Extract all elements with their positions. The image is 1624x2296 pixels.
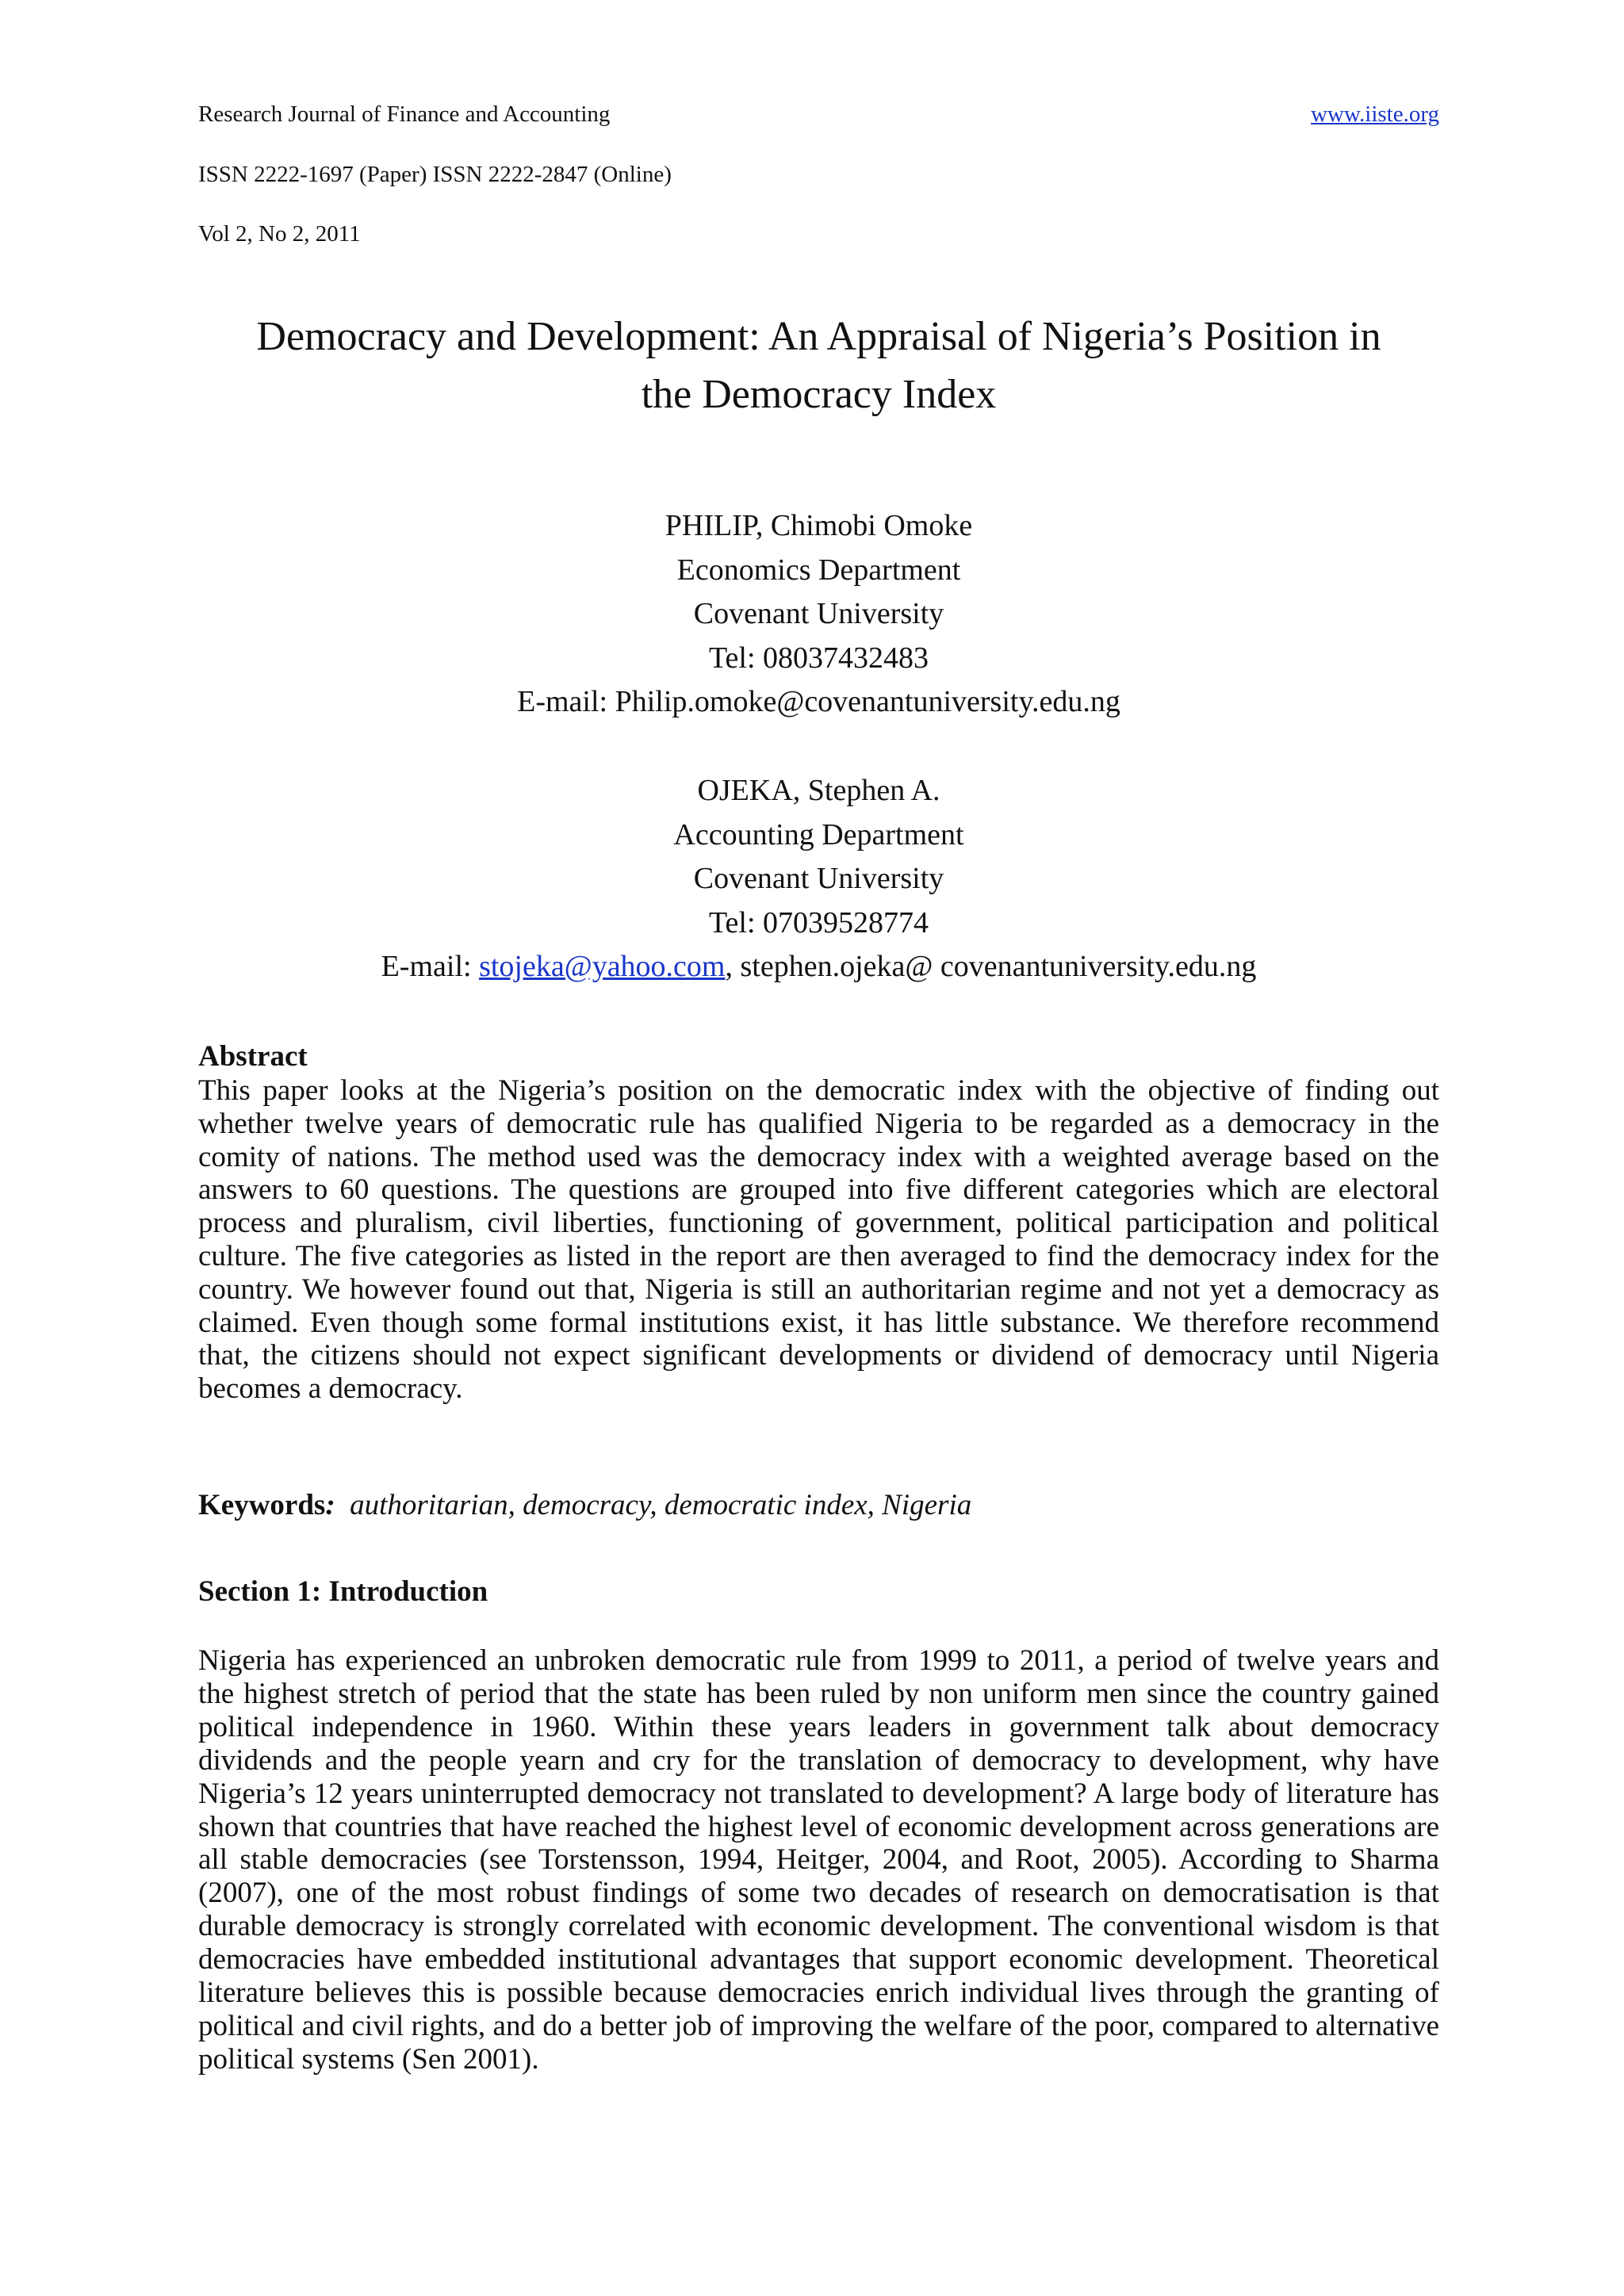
keywords-values: authoritarian, democracy, democratic index, Nigeria [350,1489,972,1521]
author-name: OJEKA, Stephen A. [697,774,940,807]
journal-name: Research Journal of Finance and Accounting [198,101,611,127]
running-header-journal-row [198,100,1439,128]
paper-page [198,0,1439,2296]
author-name: PHILIP, Chimobi Omoke [665,509,973,542]
author-email-link[interactable]: stojeka@yahoo.com [479,950,726,983]
author-block-1 [198,504,1439,725]
keywords-line [198,1487,971,1523]
issn-line: ISSN 2222-1697 (Paper) ISSN 2222-2847 (Online) [198,162,672,187]
keywords-colon: : [325,1489,335,1521]
abstract-heading: Abstract [198,1040,308,1073]
abstract-text: This paper looks at the Nigeria’s position on the democratic index with the objective of finding out whether twelve years of democratic rule has qualified Nigeria to be regarded as a democracy in the comity of nations. The method used was the democracy index with a weighted average based on the answers to 60 questions. The questions are grouped into five different categories which are electoral process and pluralism, civil liberties, functioning of government, political participation and political culture. The five categories as listed in the report are then averaged to find the democracy index for the country. We however found out that, Nigeria is still an authoritarian regime and not yet a democracy as claimed. Even though some formal institutions exist, it has little substance. We therefore recommend that, the citizens should not expect significant developments or dividend of democracy until Nigeria becomes a democracy. [198,1074,1439,1406]
author-department: Accounting Department [673,817,964,851]
author-tel: Tel: 08037432483 [708,641,929,675]
author-university: Covenant University [693,862,944,895]
volume-line: Vol 2, No 2, 2011 [198,221,361,247]
website-link[interactable]: www.iiste.org [1311,101,1439,127]
author-email-rest: , stephen.ojeka@ covenantuniversity.edu.ng [725,950,1257,983]
keywords-label: Keywords [198,1489,326,1521]
author-email-prefix: E-mail: [381,950,480,983]
paper-title [198,308,1439,423]
author-block-2 [198,769,1439,989]
author-department: Economics Department [676,553,961,587]
section-heading-introduction: Section 1: Introduction [198,1575,488,1608]
paper-title-line-1: Democracy and Development: An Appraisal of Nigeria’s Position in [256,314,1381,359]
author-email: E-mail: Philip.omoke@covenantuniversity.edu.ng [517,685,1120,718]
introduction-text: Nigeria has experienced an unbroken democratic rule from 1999 to 2011, a period of twelve years and the highest stretch of period that the state has been ruled by non uniform men since the country gained political independence in 1960. Within these years leaders in government talk about democracy dividends and the people yearn and cry for the translation of democracy to development, why have Nigeria’s 12 years uninterrupted democracy not translated to development? A large body of literature has shown that countries that have reached the highest level of economic development across generations are all stable democracies (see Torstensson, 1994, Heitger, 2004, and Root, 2005). According to Sharma (2007), one of the most robust findings of some two decades of research on democratisation is that durable democracy is strongly correlated with economic development. The conventional wisdom is that democracies have embedded institutional advantages that support economic development. Theoretical literature believes this is possible because democracies enrich individual lives through the granting of political and civil rights, and do a better job of improving the welfare of the poor, compared to alternative political systems (Sen 2001). [198,1644,1439,2076]
author-email-line [198,945,1439,989]
author-university: Covenant University [693,597,944,630]
paper-title-line-2: the Democracy Index [641,372,997,417]
author-tel: Tel: 07039528774 [708,905,929,939]
